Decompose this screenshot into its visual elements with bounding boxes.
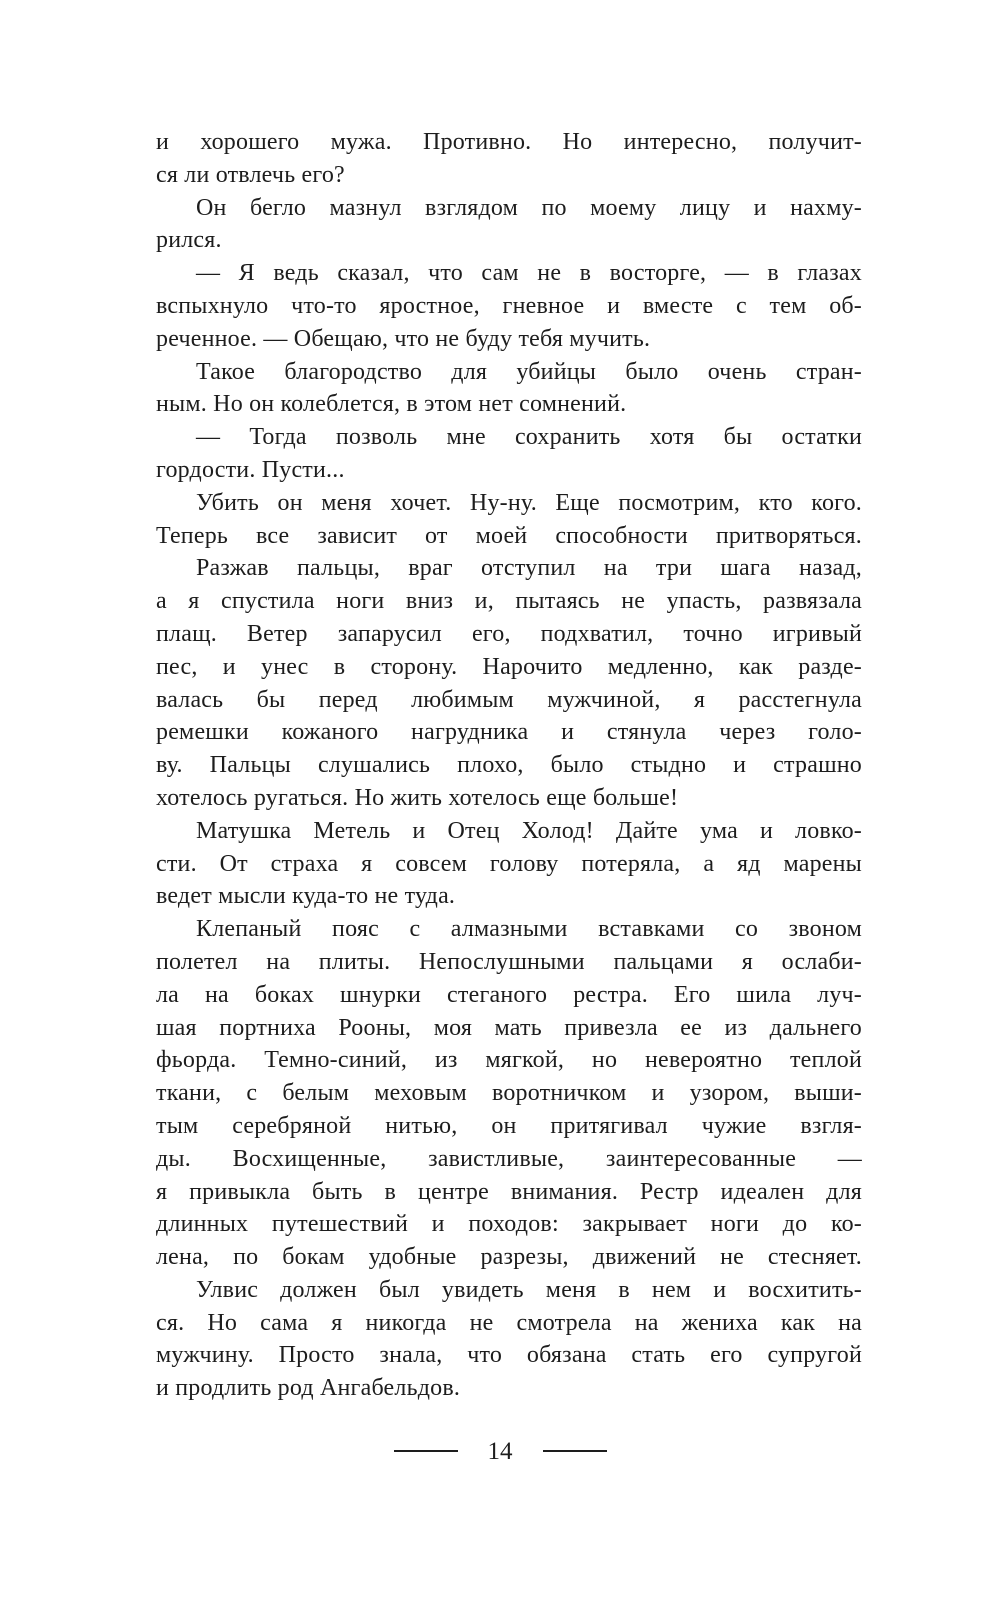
- text-line: гордости. Пусти...: [156, 456, 345, 483]
- paragraph: [156, 421, 862, 487]
- text-line: фьорда. Темно-синий, из мягкой, но невероятно теплой: [156, 1047, 862, 1074]
- text-line: ла на боках шнурки стеганого рестра. Его шила луч-: [156, 981, 862, 1008]
- paragraph: [156, 192, 862, 258]
- text-block: [156, 126, 862, 1405]
- text-line: ведет мысли куда-то не туда.: [156, 883, 456, 910]
- text-line: а я спустила ноги вниз и, пытаясь не упасть, развязала: [156, 588, 862, 615]
- text-line: шая портниха Рооны, моя мать привезла ее из дальнего: [156, 1014, 862, 1041]
- text-line: и хорошего мужа. Противно. Но интересно, получит-: [156, 129, 862, 155]
- page-number: 14: [487, 1437, 513, 1465]
- text-line: ву. Пальцы слушались плохо, было стыдно и страшно: [156, 752, 862, 779]
- footer-rule-right: [543, 1450, 607, 1452]
- text-line: Теперь все зависит от моей способности притворяться.: [156, 522, 862, 549]
- paragraph: [156, 126, 862, 192]
- text-line: ремешки кожаного нагрудника и стянула через голо-: [156, 719, 862, 746]
- text-line: валась бы перед любимым мужчиной, я расстегнула: [156, 686, 862, 713]
- paragraph: [156, 257, 862, 355]
- text-line: — Я ведь сказал, что сам не в восторге, — в глазах: [196, 260, 862, 287]
- paragraph: [156, 815, 862, 913]
- text-line: плащ. Ветер запарусил его, подхватил, точно игривый: [156, 620, 862, 647]
- text-line: пес, и унес в сторону. Нарочито медленно, как разде-: [156, 653, 862, 680]
- text-line: длинных путешествий и походов: закрывает ноги до ко-: [156, 1211, 862, 1238]
- text-line: рился.: [156, 227, 222, 254]
- text-line: и продлить род Ангабельдов.: [156, 1375, 461, 1402]
- footer-rule-left: [394, 1450, 458, 1452]
- paragraph: [156, 487, 862, 553]
- text-line: Клепаный пояс с алмазными вставками со звоном: [196, 916, 862, 943]
- page-footer: [0, 1434, 1000, 1468]
- paragraph: [156, 1274, 862, 1405]
- paragraph: [156, 913, 862, 1274]
- text-line: Он бегло мазнул взглядом по моему лицу и нахму-: [196, 194, 862, 221]
- text-line: ткани, с белым меховым воротничком и узором, выши-: [156, 1080, 862, 1107]
- text-line: Такое благородство для убийцы было очень стран-: [196, 358, 862, 385]
- text-line: Убить он меня хочет. Ну-ну. Еще посмотрим, кто кого.: [196, 489, 862, 516]
- text-line: мужчину. Просто знала, что обязана стать его супругой: [156, 1342, 862, 1369]
- text-line: я привыкла быть в центре внимания. Рестр идеален для: [156, 1178, 862, 1205]
- text-line: ным. Но он колеблется, в этом нет сомнений.: [156, 391, 627, 418]
- text-line: полетел на плиты. Непослушными пальцами я ослаби-: [156, 948, 862, 975]
- text-line: ды. Восхищенные, завистливые, заинтересованные —: [156, 1145, 862, 1172]
- paragraph: [156, 552, 862, 814]
- paragraph: [156, 356, 862, 422]
- text-line: реченное. — Обещаю, что не буду тебя мучить.: [156, 325, 651, 352]
- text-line: Улвис должен был увидеть меня в нем и восхитить-: [196, 1276, 862, 1303]
- text-line: ся ли отвлечь его?: [156, 161, 345, 188]
- text-line: сти. От страха я совсем голову потеряла, а яд марены: [156, 850, 862, 877]
- text-line: Матушка Метель и Отец Холод! Дайте ума и ловко-: [196, 817, 862, 844]
- text-line: вспыхнуло что-то яростное, гневное и вместе с тем об-: [156, 292, 862, 319]
- text-line: хотелось ругаться. Но жить хотелось еще больше!: [156, 784, 679, 811]
- text-line: лена, по бокам удобные разрезы, движений не стесняет.: [156, 1244, 862, 1271]
- text-line: тым серебряной нитью, он притягивал чужие взгля-: [156, 1112, 862, 1139]
- text-line: — Тогда позволь мне сохранить хотя бы остатки: [196, 424, 862, 451]
- text-line: ся. Но сама я никогда не смотрела на жениха как на: [156, 1309, 862, 1336]
- text-line: Разжав пальцы, враг отступил на три шага назад,: [196, 555, 862, 582]
